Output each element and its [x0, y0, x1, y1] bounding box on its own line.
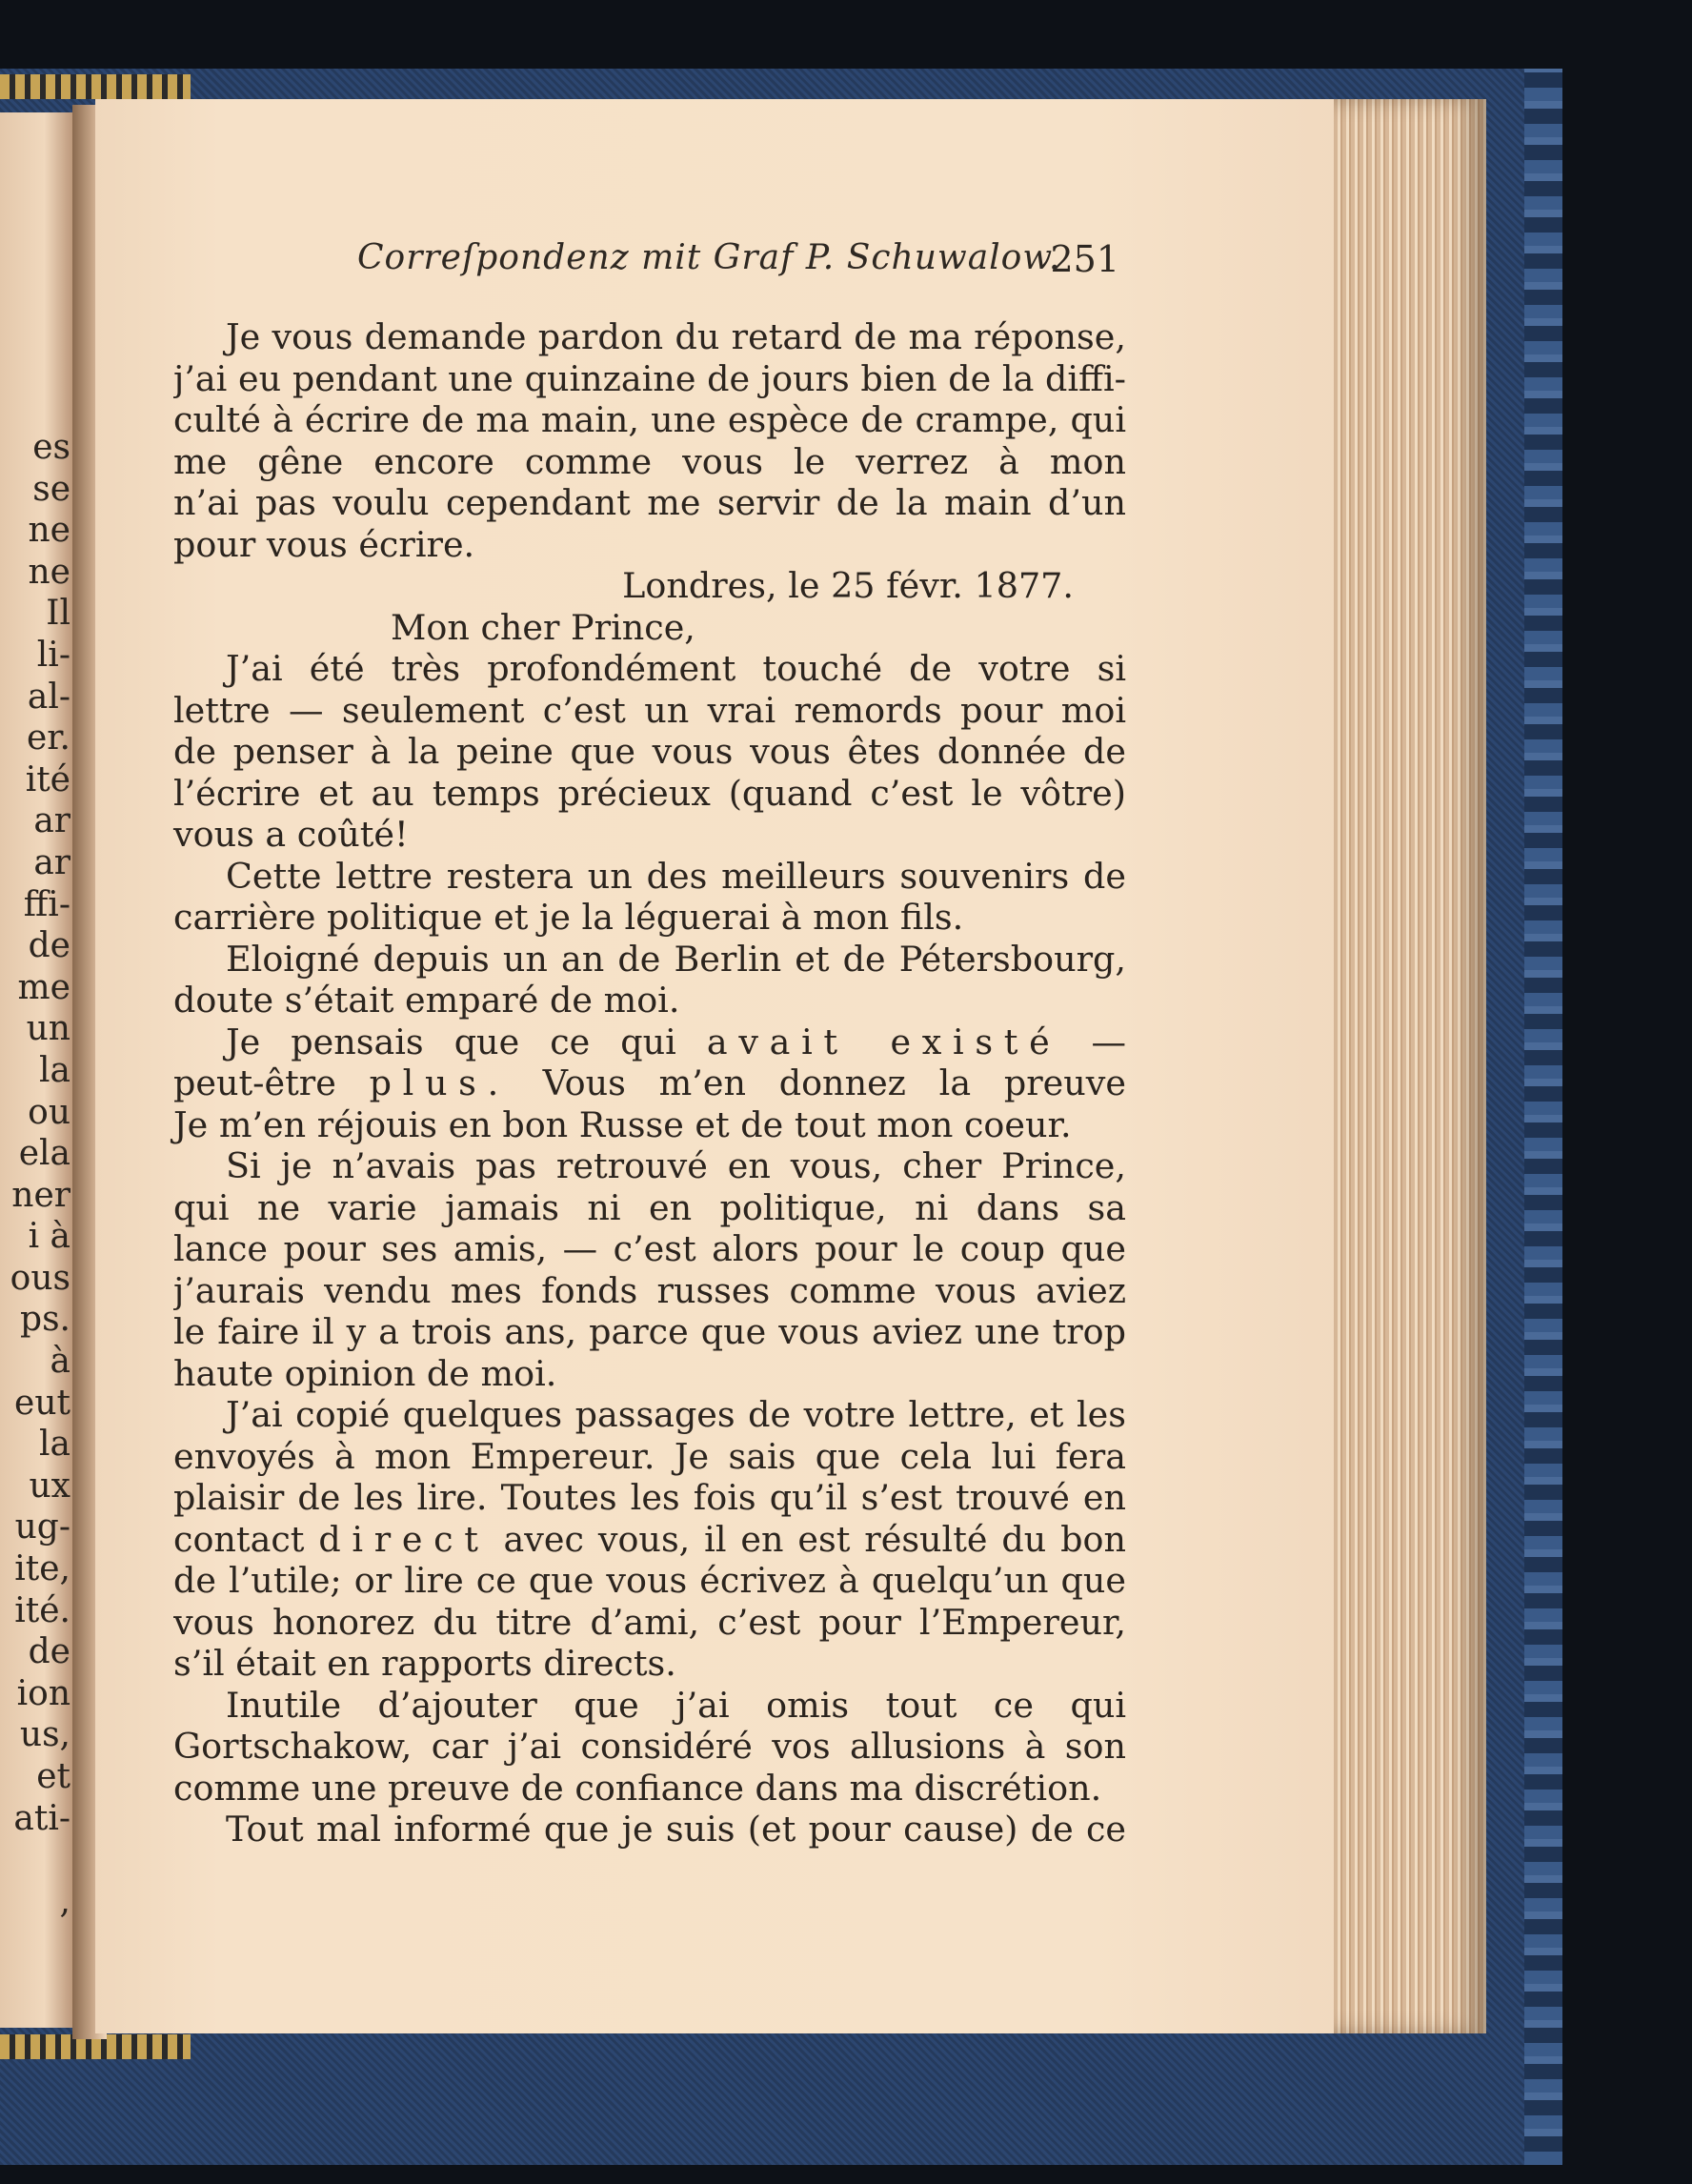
left-fragment: ite, [14, 1549, 70, 1589]
text-line: qui ne varie jamais ni en politique, ni dans sa [173, 1186, 1126, 1228]
text-line: haute opinion de moi. [173, 1352, 557, 1394]
left-fragment: ela [18, 1134, 70, 1174]
left-fragment: ous [10, 1258, 70, 1298]
left-fragment: ar [33, 842, 70, 882]
emphasis-spaced: avait existé [706, 1021, 1061, 1062]
text-line: Si je n’avais pas retrouvé en vous, cher Prince, [226, 1145, 1126, 1186]
left-fragment: et [36, 1757, 70, 1796]
left-fragment [0, 1839, 70, 1881]
emphasis-spaced: direct [318, 1518, 490, 1560]
text-line: de l’utile; or lire ce que vous écrivez à quelqu’un que [173, 1560, 1126, 1601]
text-line: plaisir de les lire. Toutes les fois qu’il s’est trouvé en [173, 1477, 1126, 1518]
page-edges [1334, 99, 1486, 2033]
left-fragment: ar [33, 801, 70, 841]
text-line: s’il était en rapports directs. [173, 1643, 676, 1684]
cover-edge [1524, 69, 1562, 2165]
text-line: envoyés à mon Empereur. Je sais que cela lui fera [173, 1435, 1126, 1477]
left-fragment: ug- [14, 1507, 70, 1547]
text-line: comme une preuve de confiance dans ma discrétion. [173, 1767, 1102, 1809]
left-fragment: us, [19, 1715, 70, 1755]
left-page-fragments [0, 427, 70, 1922]
text-line [173, 1021, 1126, 1063]
left-fragment: ux [29, 1466, 70, 1506]
left-fragment: Il [46, 594, 70, 634]
dateline: Londres, le 25 févr. 1877. [622, 565, 1074, 606]
text-segment: avec vous, il en est résulté du bon [503, 1518, 1126, 1560]
text-line: Gortschakow, car j’ai considéré vos allusions à son [173, 1726, 1126, 1767]
left-fragment: la [39, 1050, 70, 1090]
left-fragment: ne [28, 552, 70, 592]
left-fragment: eut [14, 1383, 70, 1423]
left-fragment: er. [26, 718, 70, 758]
text-line: doute s’était emparé de moi. [173, 980, 680, 1021]
text-line: vous a coûté! [173, 814, 409, 855]
salutation: Mon cher Prince, [391, 606, 695, 648]
text-line: de penser à la peine que vous vous êtes donnée de [173, 731, 1126, 772]
text-line: vous honorez du titre d’ami, c’est pour l’Empereur, [173, 1601, 1126, 1643]
text-line [173, 1062, 1126, 1104]
left-fragment: ffi- [23, 884, 70, 924]
left-fragment: ati- [13, 1798, 70, 1838]
left-fragment: ité [25, 759, 70, 799]
left-page-edge [0, 112, 74, 2028]
text-line: le faire il y a trois ans, parce que vous aviez une trop [173, 1311, 1126, 1352]
text-segment: contact [173, 1518, 305, 1560]
binding-thread-top [0, 74, 191, 99]
text-segment: Je pensais que ce qui [226, 1021, 676, 1062]
page-number: 251 [1050, 238, 1119, 280]
text-line: Je vous demande pardon du retard de ma réponse, [226, 316, 1126, 357]
text-line: Tout mal informé que je suis (et pour cause) de ce [226, 1809, 1126, 1850]
text-segment: peut-être [173, 1062, 336, 1103]
text-line: Inutile d’ajouter que j’ai omis tout ce qui [226, 1684, 1126, 1726]
text-line: l’écrire et au temps précieux (quand c’est le vôtre) [173, 772, 1126, 814]
left-fragment: ité. [14, 1590, 70, 1630]
left-fragment: i à [28, 1217, 70, 1257]
text-line: pour vous écrire. [173, 523, 475, 565]
text-line: J’ai été très profondément touché de votre si [226, 648, 1126, 689]
left-fragment: al- [27, 677, 70, 717]
text-line: Eloigné depuis un an de Berlin et de Pétersbourg, [226, 938, 1126, 980]
left-fragment: es [32, 428, 70, 467]
text-line: J’ai copié quelques passages de votre lettre, et les [226, 1394, 1126, 1435]
page-header [357, 238, 1119, 286]
left-fragment: , [59, 1881, 70, 1921]
text-line: lettre — seulement c’est un vrai remords pour moi [173, 689, 1126, 731]
text-line: j’aurais vendu mes fonds russes comme vous aviez [173, 1269, 1126, 1311]
running-head: Correſpondenz mit Graf P. Schuwalow. [357, 238, 1061, 277]
left-fragment: se [32, 469, 70, 509]
left-fragment: de [28, 926, 70, 966]
emphasis-spaced: plus. [369, 1062, 510, 1103]
text-line: n’ai pas voulu cependant me servir de la main d’un [173, 482, 1126, 523]
left-fragment: ps. [20, 1300, 70, 1340]
text-line: culté à écrire de ma main, une espèce de crampe, qui [173, 399, 1126, 440]
left-fragment: ou [28, 1092, 70, 1132]
text-line: lance pour ses amis, — c’est alors pour le coup que [173, 1228, 1126, 1269]
left-fragment: ne [28, 511, 70, 551]
text-line: Cette lettre restera un des meilleurs souvenirs de [226, 855, 1126, 897]
text-segment: — [1091, 1021, 1126, 1062]
left-fragment: ner [11, 1175, 70, 1215]
text-line: j’ai eu pendant une quinzaine de jours bien de la diffi- [173, 357, 1126, 399]
left-fragment: li- [36, 635, 70, 675]
left-fragment: à [50, 1342, 70, 1382]
left-fragment: ion [16, 1673, 70, 1713]
text-segment: Vous m’en donnez la preuve [542, 1062, 1126, 1103]
left-fragment: me [17, 967, 70, 1007]
text-line [173, 1519, 1126, 1561]
left-fragment: un [26, 1009, 70, 1049]
letter-body [173, 316, 1126, 1850]
left-fragment: de [28, 1632, 70, 1672]
text-line: carrière politique et je la léguerai à mon fils. [173, 897, 964, 938]
text-line: Je m’en réjouis en bon Russe et de tout mon coeur. [173, 1103, 1072, 1145]
text-line: me gêne encore comme vous le verrez à mon [173, 440, 1126, 482]
left-fragment: la [39, 1425, 70, 1465]
